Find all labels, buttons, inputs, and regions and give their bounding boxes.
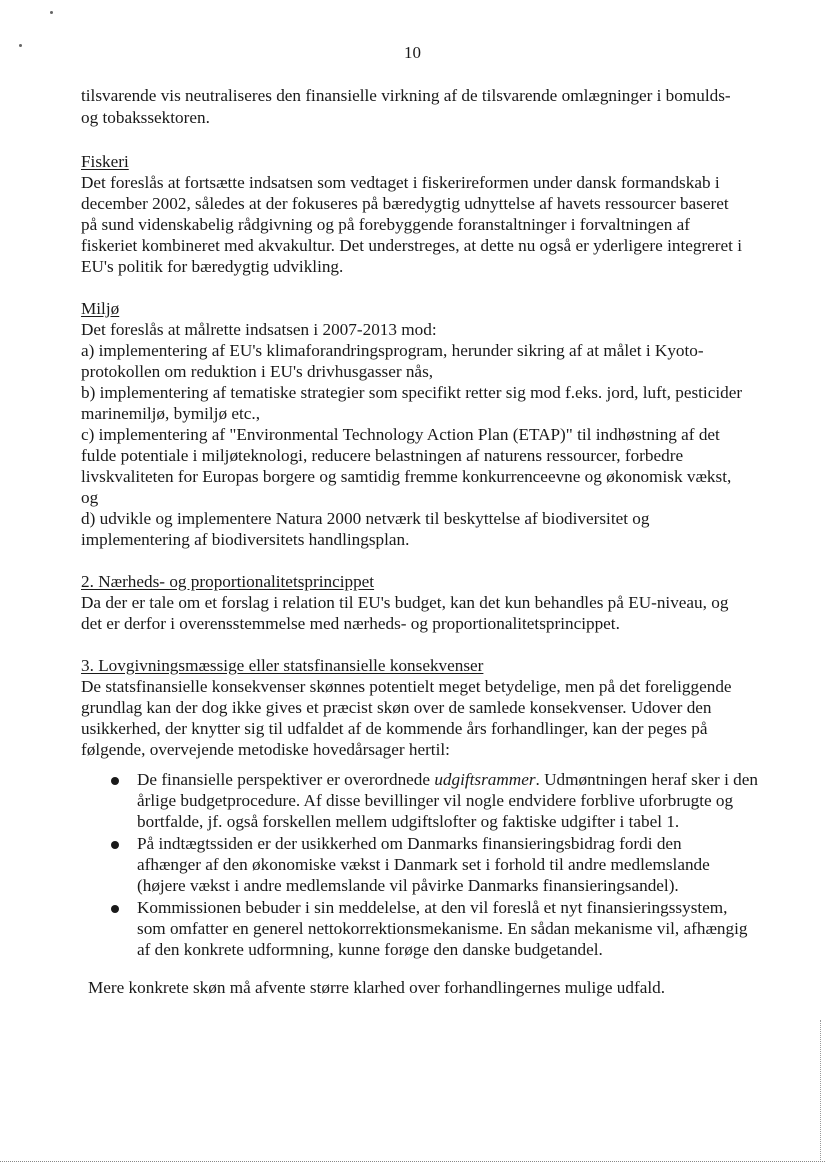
- bullet-text-line: bortfalde, jf. også forskellen mellem udgiftslofter og faktiske udgifter i tabel 1.: [137, 812, 680, 831]
- italic-term: udgiftsrammer: [434, 770, 536, 789]
- bullet-text-line: På indtægtssiden er der usikkerhed om Danmarks finansieringsbidrag fordi den: [137, 834, 682, 853]
- scan-speck: [50, 11, 53, 14]
- bullet-icon: [111, 777, 119, 785]
- section-heading-2: 2. Nærheds- og proportionalitetsprincippet: [81, 572, 375, 591]
- body-text-line: december 2002, således at der fokuseres på bæredygtig udnyttelse af havets ressourcer baseret: [81, 194, 729, 213]
- scan-edge-line: [820, 1020, 821, 1160]
- body-text-line: på sund videnskabelig rådgivning og på forebyggende foranstaltninger i forvaltningen af: [81, 215, 691, 234]
- body-text-line: tilsvarende vis neutraliseres den finansielle virkning af de tilsvarende omlægninger i bomulds-: [81, 86, 731, 105]
- page-number: 10: [404, 43, 421, 62]
- body-text-line: Det foreslås at fortsætte indsatsen som vedtaget i fiskerireformen under dansk formandskab i: [81, 173, 720, 192]
- body-text-line: Det foreslås at målrette indsatsen i 2007-2013 mod:: [81, 320, 437, 339]
- closing-text-line: Mere konkrete skøn må afvente større klarhed over forhandlingernes mulige udfald.: [88, 978, 666, 997]
- bullet-icon: [111, 841, 119, 849]
- bullet-text-line: afhænger af den økonomiske vækst i Danmark set i forhold til andre medlemslande: [137, 855, 710, 874]
- body-text-line: fiskeriet kombineret med akvakultur. Det understreges, at dette nu også er yderligere integreret i: [81, 236, 742, 255]
- body-text-line: og tobakssektoren.: [81, 108, 210, 127]
- body-text-line: usikkerhed, der knytter sig til udfaldet af de kommende års forhandlinger, kan der peges på: [81, 719, 708, 738]
- section-heading-miljo: Miljø: [81, 299, 120, 318]
- body-text-line: grundlag kan der dog ikke gives et præcist skøn over de samlede konsekvenser. Udover den: [81, 698, 712, 717]
- bullet-text-line: Kommissionen bebuder i sin meddelelse, at den vil foreslå et nyt finansieringssystem,: [137, 898, 728, 917]
- body-text-line: det er derfor i overensstemmelse med nærheds- og proportionalitetsprincippet.: [81, 614, 620, 633]
- bullet-text-part: . Udmøntningen heraf sker i den: [535, 770, 758, 789]
- body-text-line: b) implementering af tematiske strategier som specifikt retter sig mod f.eks. jord, luft, pesticider: [81, 383, 743, 402]
- section-heading-fiskeri: Fiskeri: [81, 152, 129, 171]
- body-text-line: Da der er tale om et forslag i relation til EU's budget, kan det kun behandles på EU-niveau, og: [81, 593, 729, 612]
- bullet-text-part: De finansielle perspektiver er overordnede: [137, 770, 435, 789]
- bullet-text-line: som omfatter en generel nettokorrektionsmekanisme. En sådan mekanisme vil, afhængig: [137, 919, 748, 938]
- body-text-line: d) udvikle og implementere Natura 2000 netværk til beskyttelse af biodiversitet og: [81, 509, 650, 528]
- body-text-line: og: [81, 488, 99, 507]
- body-text-line: fulde potentiale i miljøteknologi, reducere belastningen af naturens ressourcer, forbedre: [81, 446, 684, 465]
- body-text-line: EU's politik for bæredygtig udvikling.: [81, 257, 344, 276]
- body-text-line: a) implementering af EU's klimaforandringsprogram, herunder sikring af at målet i Kyoto-: [81, 341, 704, 360]
- bullet-text-line: årlige budgetprocedure. Af disse bevillinger vil nogle endvidere forblive uforbrugte og: [137, 791, 734, 810]
- body-text-line: De statsfinansielle konsekvenser skønnes potentielt meget betydelige, men på det foreliggende: [81, 677, 732, 696]
- bullet-icon: [111, 905, 119, 913]
- body-text-line: implementering af biodiversitets handlingsplan.: [81, 530, 410, 549]
- bullet-text-line: af den konkrete udformning, kunne forøge den danske budgetandel.: [137, 940, 603, 959]
- bullet-text-line: (højere vækst i andre medlemslande vil påvirke Danmarks finansieringsandel).: [137, 876, 679, 895]
- body-text-line: protokollen om reduktion i EU's drivhusgasser nås,: [81, 362, 434, 381]
- body-text-line: følgende, overvejende metodiske hovedårsager hertil:: [81, 740, 450, 759]
- body-text-line: livskvaliteten for Europas borgere og samtidig fremme konkurrenceevne og økonomisk vækst,: [81, 467, 732, 486]
- scan-edge-line: [0, 1161, 825, 1162]
- body-text-line: marinemiljø, bymiljø etc.,: [81, 404, 261, 423]
- bullet-text-line: [137, 769, 758, 790]
- body-text-line: c) implementering af "Environmental Technology Action Plan (ETAP)" til indhøstning af det: [81, 425, 720, 444]
- section-heading-3: 3. Lovgivningsmæssige eller statsfinansielle konsekvenser: [81, 656, 484, 675]
